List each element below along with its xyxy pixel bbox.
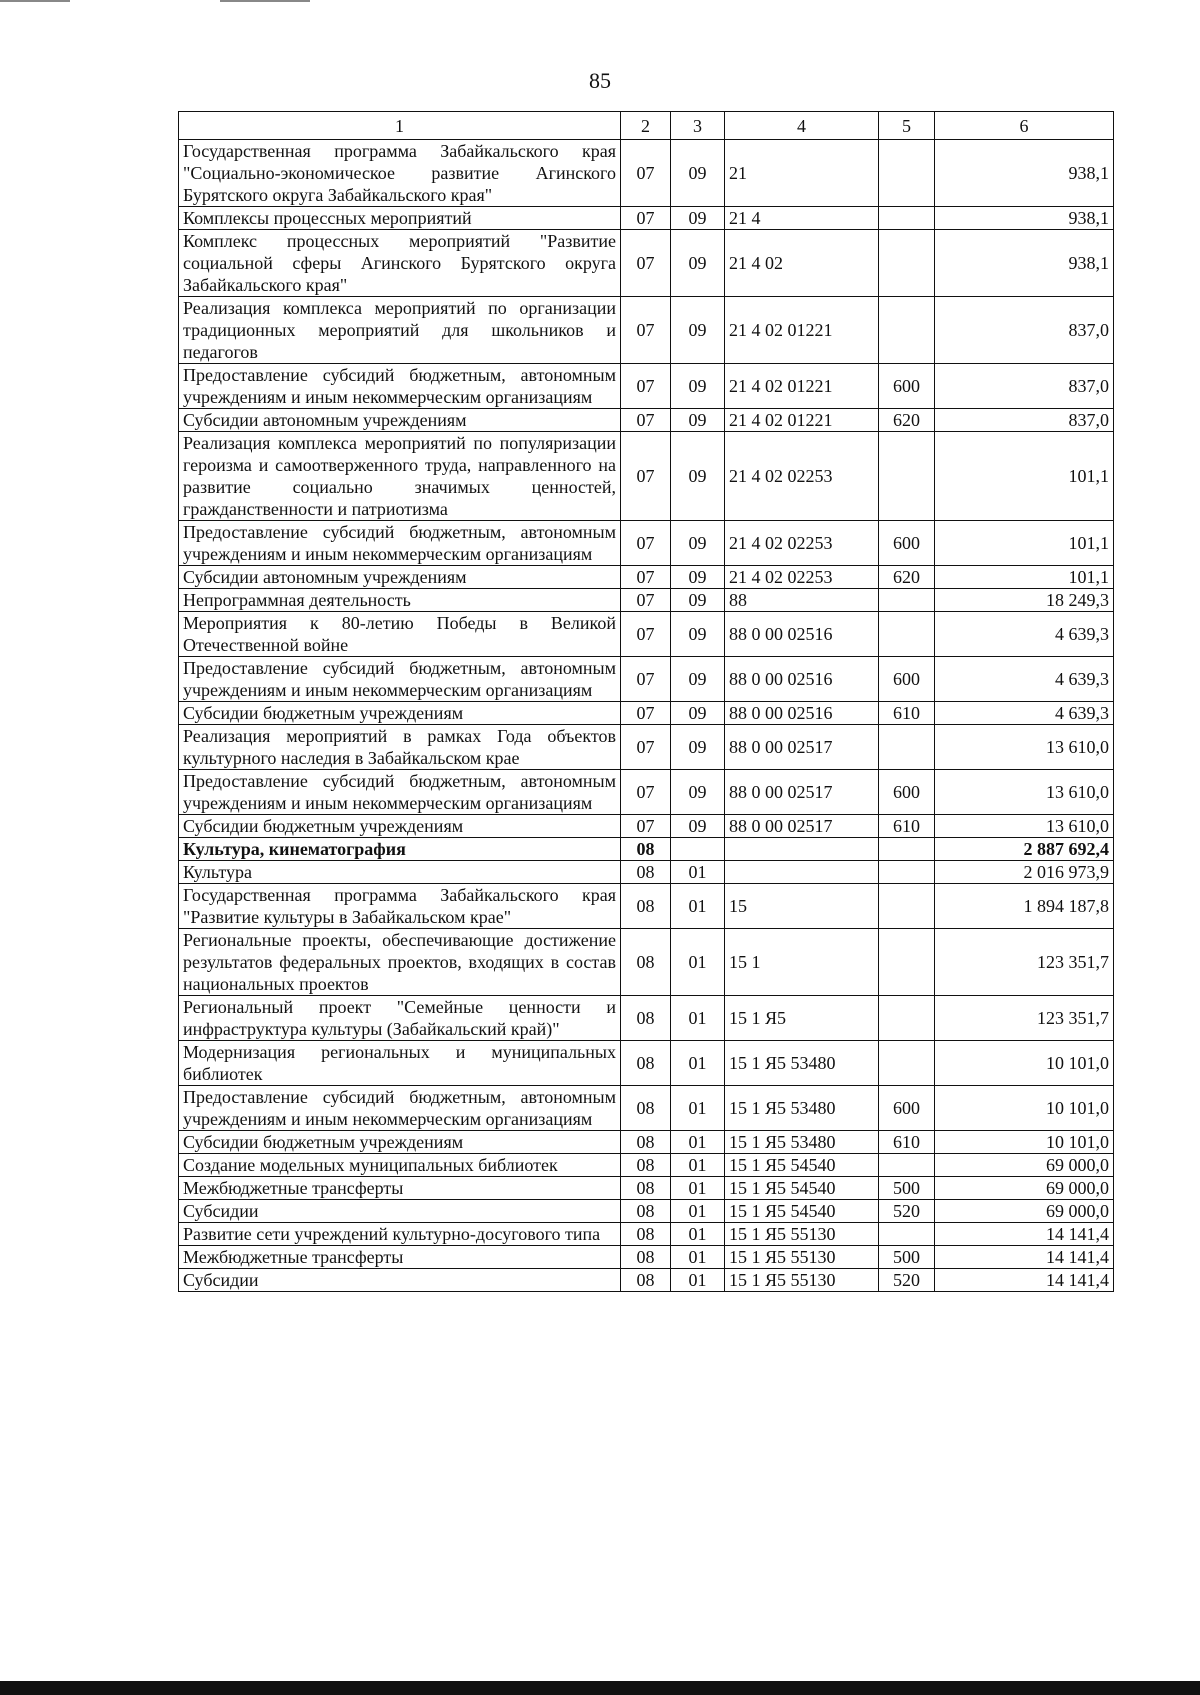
budget-table-body [179,112,1114,1292]
row-target-article-cell: 88 0 00 02517 [725,815,879,838]
row-section-cell: 07 [621,230,671,297]
row-section-cell: 07 [621,140,671,207]
row-name-cell: Субсидии автономным учреждениям [179,409,621,432]
table-row [179,612,1114,657]
table-row [179,589,1114,612]
row-name-cell: Предоставление субсидий бюджетным, автономным учреждениям и иным некоммерческим организациям [179,1086,621,1131]
row-amount-cell: 2 887 692,4 [935,838,1114,861]
page-number: 85 [589,68,611,93]
row-section-cell: 07 [621,409,671,432]
row-subsection-cell: 01 [671,1200,725,1223]
row-subsection-cell: 01 [671,1269,725,1292]
row-target-article-cell: 88 0 00 02517 [725,725,879,770]
row-expense-type-cell [879,1223,935,1246]
row-section-cell: 08 [621,884,671,929]
row-subsection-cell [671,838,725,861]
table-row [179,140,1114,207]
row-amount-cell: 14 141,4 [935,1223,1114,1246]
table-row [179,996,1114,1041]
row-expense-type-cell: 610 [879,702,935,725]
row-target-article-cell: 21 4 02 01221 [725,297,879,364]
row-expense-type-cell [879,207,935,230]
row-section-cell: 07 [621,521,671,566]
row-subsection-cell: 09 [671,589,725,612]
row-subsection-cell: 01 [671,929,725,996]
column-header: 5 [879,112,935,140]
row-subsection-cell: 01 [671,1177,725,1200]
row-subsection-cell: 01 [671,1154,725,1177]
row-amount-cell: 4 639,3 [935,657,1114,702]
row-name-cell: Предоставление субсидий бюджетным, автономным учреждениям и иным некоммерческим организациям [179,364,621,409]
row-subsection-cell: 09 [671,815,725,838]
row-section-cell: 08 [621,1200,671,1223]
row-expense-type-cell: 500 [879,1177,935,1200]
scan-edge-mark [220,0,310,2]
row-target-article-cell: 15 1 Я5 53480 [725,1131,879,1154]
row-amount-cell: 837,0 [935,297,1114,364]
row-amount-cell: 101,1 [935,521,1114,566]
row-subsection-cell: 01 [671,1131,725,1154]
row-name-cell: Межбюджетные трансферты [179,1246,621,1269]
table-row [179,1041,1114,1086]
row-name-cell: Предоставление субсидий бюджетным, автономным учреждениям и иным некоммерческим организациям [179,521,621,566]
row-expense-type-cell: 600 [879,521,935,566]
row-section-cell: 08 [621,838,671,861]
row-name-cell: Субсидии [179,1269,621,1292]
row-target-article-cell: 21 [725,140,879,207]
row-subsection-cell: 09 [671,364,725,409]
row-expense-type-cell [879,996,935,1041]
row-section-cell: 08 [621,1223,671,1246]
row-expense-type-cell [879,929,935,996]
row-section-cell: 08 [621,861,671,884]
row-expense-type-cell [879,140,935,207]
row-section-cell: 07 [621,432,671,521]
row-amount-cell: 10 101,0 [935,1041,1114,1086]
row-expense-type-cell: 520 [879,1269,935,1292]
column-header: 4 [725,112,879,140]
row-expense-type-cell: 600 [879,657,935,702]
row-name-cell: Реализация комплекса мероприятий по популяризации героизма и самоотверженного труда, направленного на развитие социально значимых ценностей, гражданственности и патриотизма [179,432,621,521]
row-target-article-cell: 15 1 Я5 55130 [725,1269,879,1292]
row-expense-type-cell: 610 [879,1131,935,1154]
row-name-cell: Мероприятия к 80-летию Победы в Великой Отечественной войне [179,612,621,657]
row-amount-cell: 13 610,0 [935,815,1114,838]
row-amount-cell: 4 639,3 [935,612,1114,657]
row-amount-cell: 69 000,0 [935,1154,1114,1177]
row-section-cell: 08 [621,1041,671,1086]
row-amount-cell: 14 141,4 [935,1246,1114,1269]
row-section-cell: 08 [621,996,671,1041]
table-row [179,432,1114,521]
table-row [179,725,1114,770]
row-target-article-cell: 15 1 Я5 [725,996,879,1041]
row-amount-cell: 101,1 [935,566,1114,589]
row-name-cell: Культура [179,861,621,884]
row-target-article-cell: 15 1 Я5 53480 [725,1086,879,1131]
row-name-cell: Субсидии бюджетным учреждениям [179,702,621,725]
row-section-cell: 07 [621,612,671,657]
row-amount-cell: 69 000,0 [935,1200,1114,1223]
row-subsection-cell: 09 [671,725,725,770]
row-amount-cell: 10 101,0 [935,1086,1114,1131]
row-section-cell: 08 [621,1154,671,1177]
row-target-article-cell: 15 1 Я5 55130 [725,1223,879,1246]
row-subsection-cell: 09 [671,207,725,230]
row-amount-cell: 938,1 [935,230,1114,297]
row-target-article-cell [725,861,879,884]
row-subsection-cell: 01 [671,1041,725,1086]
row-section-cell: 08 [621,929,671,996]
row-subsection-cell: 09 [671,612,725,657]
row-section-cell: 08 [621,1246,671,1269]
row-section-cell: 08 [621,1086,671,1131]
row-name-cell: Создание модельных муниципальных библиотек [179,1154,621,1177]
table-row [179,1177,1114,1200]
row-section-cell: 07 [621,589,671,612]
row-subsection-cell: 09 [671,770,725,815]
table-row [179,861,1114,884]
row-target-article-cell: 15 1 Я5 54540 [725,1200,879,1223]
row-expense-type-cell: 520 [879,1200,935,1223]
row-expense-type-cell [879,297,935,364]
row-expense-type-cell: 600 [879,770,935,815]
row-name-cell: Реализация комплекса мероприятий по организации традиционных мероприятий для школьников и педагогов [179,297,621,364]
row-amount-cell: 18 249,3 [935,589,1114,612]
scan-bottom-edge [0,1681,1200,1695]
row-expense-type-cell: 600 [879,364,935,409]
row-target-article-cell: 21 4 02 [725,230,879,297]
row-section-cell: 07 [621,702,671,725]
row-target-article-cell [725,838,879,861]
row-name-cell: Субсидии бюджетным учреждениям [179,1131,621,1154]
table-row [179,884,1114,929]
row-name-cell: Региональный проект "Семейные ценности и инфраструктура культуры (Забайкальский край)" [179,996,621,1041]
row-target-article-cell: 21 4 02 02253 [725,432,879,521]
row-name-cell: Субсидии [179,1200,621,1223]
row-name-cell: Субсидии бюджетным учреждениям [179,815,621,838]
table-row [179,815,1114,838]
row-target-article-cell: 15 [725,884,879,929]
row-amount-cell: 69 000,0 [935,1177,1114,1200]
row-expense-type-cell [879,230,935,297]
row-amount-cell: 2 016 973,9 [935,861,1114,884]
row-section-cell: 07 [621,566,671,589]
row-subsection-cell: 09 [671,409,725,432]
row-subsection-cell: 09 [671,657,725,702]
row-subsection-cell: 01 [671,1086,725,1131]
row-name-cell: Субсидии автономным учреждениям [179,566,621,589]
row-name-cell: Государственная программа Забайкальского края "Социально-экономическое развитие Агинского Бурятского округа Забайкальского края" [179,140,621,207]
row-subsection-cell: 01 [671,996,725,1041]
row-name-cell: Государственная программа Забайкальского края "Развитие культуры в Забайкальском крае" [179,884,621,929]
row-section-cell: 07 [621,364,671,409]
table-row [179,929,1114,996]
table-row [179,1131,1114,1154]
row-name-cell: Реализация мероприятий в рамках Года объектов культурного наследия в Забайкальском крае [179,725,621,770]
row-target-article-cell: 15 1 Я5 55130 [725,1246,879,1269]
row-expense-type-cell [879,612,935,657]
row-expense-type-cell [879,838,935,861]
table-row [179,364,1114,409]
table-row [179,1086,1114,1131]
row-amount-cell: 4 639,3 [935,702,1114,725]
row-target-article-cell: 21 4 02 02253 [725,521,879,566]
row-section-cell: 08 [621,1177,671,1200]
row-expense-type-cell: 500 [879,1246,935,1269]
row-name-cell: Комплексы процессных мероприятий [179,207,621,230]
table-row [179,230,1114,297]
row-expense-type-cell: 620 [879,409,935,432]
row-section-cell: 08 [621,1131,671,1154]
table-row [179,1154,1114,1177]
table-row [179,409,1114,432]
table-row [179,521,1114,566]
row-target-article-cell: 21 4 02 01221 [725,409,879,432]
row-target-article-cell: 21 4 [725,207,879,230]
row-expense-type-cell [879,589,935,612]
row-target-article-cell: 15 1 [725,929,879,996]
row-subsection-cell: 09 [671,297,725,364]
row-amount-cell: 101,1 [935,432,1114,521]
row-section-cell: 07 [621,297,671,364]
row-amount-cell: 10 101,0 [935,1131,1114,1154]
table-row [179,770,1114,815]
row-subsection-cell: 09 [671,432,725,521]
row-expense-type-cell: 610 [879,815,935,838]
row-amount-cell: 13 610,0 [935,770,1114,815]
row-name-cell: Межбюджетные трансферты [179,1177,621,1200]
row-section-cell: 07 [621,770,671,815]
row-amount-cell: 938,1 [935,140,1114,207]
row-name-cell: Непрограммная деятельность [179,589,621,612]
row-target-article-cell: 88 [725,589,879,612]
table-row [179,702,1114,725]
scan-edge-mark [0,0,70,2]
row-subsection-cell: 01 [671,1223,725,1246]
row-name-cell: Предоставление субсидий бюджетным, автономным учреждениям и иным некоммерческим организациям [179,657,621,702]
row-amount-cell: 938,1 [935,207,1114,230]
row-subsection-cell: 01 [671,884,725,929]
table-row [179,1269,1114,1292]
budget-table [178,111,1114,1292]
table-row [179,566,1114,589]
row-amount-cell: 837,0 [935,409,1114,432]
row-target-article-cell: 88 0 00 02516 [725,702,879,725]
column-header: 2 [621,112,671,140]
row-target-article-cell: 21 4 02 02253 [725,566,879,589]
row-subsection-cell: 01 [671,1246,725,1269]
row-amount-cell: 123 351,7 [935,996,1114,1041]
row-name-cell: Предоставление субсидий бюджетным, автономным учреждениям и иным некоммерческим организациям [179,770,621,815]
row-subsection-cell: 09 [671,521,725,566]
row-target-article-cell: 88 0 00 02517 [725,770,879,815]
row-section-cell: 07 [621,207,671,230]
row-amount-cell: 14 141,4 [935,1269,1114,1292]
row-name-cell: Региональные проекты, обеспечивающие достижение результатов федеральных проектов, входящих в состав национальных проектов [179,929,621,996]
row-section-cell: 08 [621,1269,671,1292]
column-header: 1 [179,112,621,140]
row-section-cell: 07 [621,725,671,770]
row-name-cell: Комплекс процессных мероприятий "Развитие социальной сферы Агинского Бурятского округа Забайкальского края" [179,230,621,297]
row-subsection-cell: 09 [671,566,725,589]
table-row [179,1200,1114,1223]
row-subsection-cell: 09 [671,702,725,725]
table-row [179,297,1114,364]
row-expense-type-cell [879,725,935,770]
row-target-article-cell: 15 1 Я5 54540 [725,1177,879,1200]
header-row [179,112,1114,140]
row-section-cell: 07 [621,657,671,702]
row-name-cell: Развитие сети учреждений культурно-досугового типа [179,1223,621,1246]
row-subsection-cell: 09 [671,140,725,207]
row-target-article-cell: 88 0 00 02516 [725,657,879,702]
row-subsection-cell: 01 [671,861,725,884]
table-row [179,207,1114,230]
row-target-article-cell: 88 0 00 02516 [725,612,879,657]
column-header: 3 [671,112,725,140]
row-expense-type-cell: 600 [879,1086,935,1131]
table-row [179,838,1114,861]
row-amount-cell: 123 351,7 [935,929,1114,996]
column-header: 6 [935,112,1114,140]
row-expense-type-cell [879,861,935,884]
row-expense-type-cell [879,432,935,521]
row-target-article-cell: 15 1 Я5 54540 [725,1154,879,1177]
row-amount-cell: 837,0 [935,364,1114,409]
row-expense-type-cell [879,884,935,929]
table-row [179,1246,1114,1269]
table-row [179,657,1114,702]
row-target-article-cell: 15 1 Я5 53480 [725,1041,879,1086]
row-section-cell: 07 [621,815,671,838]
row-target-article-cell: 21 4 02 01221 [725,364,879,409]
row-expense-type-cell [879,1154,935,1177]
row-name-cell: Культура, кинематография [179,838,621,861]
row-expense-type-cell [879,1041,935,1086]
row-subsection-cell: 09 [671,230,725,297]
table-row [179,1223,1114,1246]
row-name-cell: Модернизация региональных и муниципальных библиотек [179,1041,621,1086]
row-amount-cell: 13 610,0 [935,725,1114,770]
row-expense-type-cell: 620 [879,566,935,589]
row-amount-cell: 1 894 187,8 [935,884,1114,929]
